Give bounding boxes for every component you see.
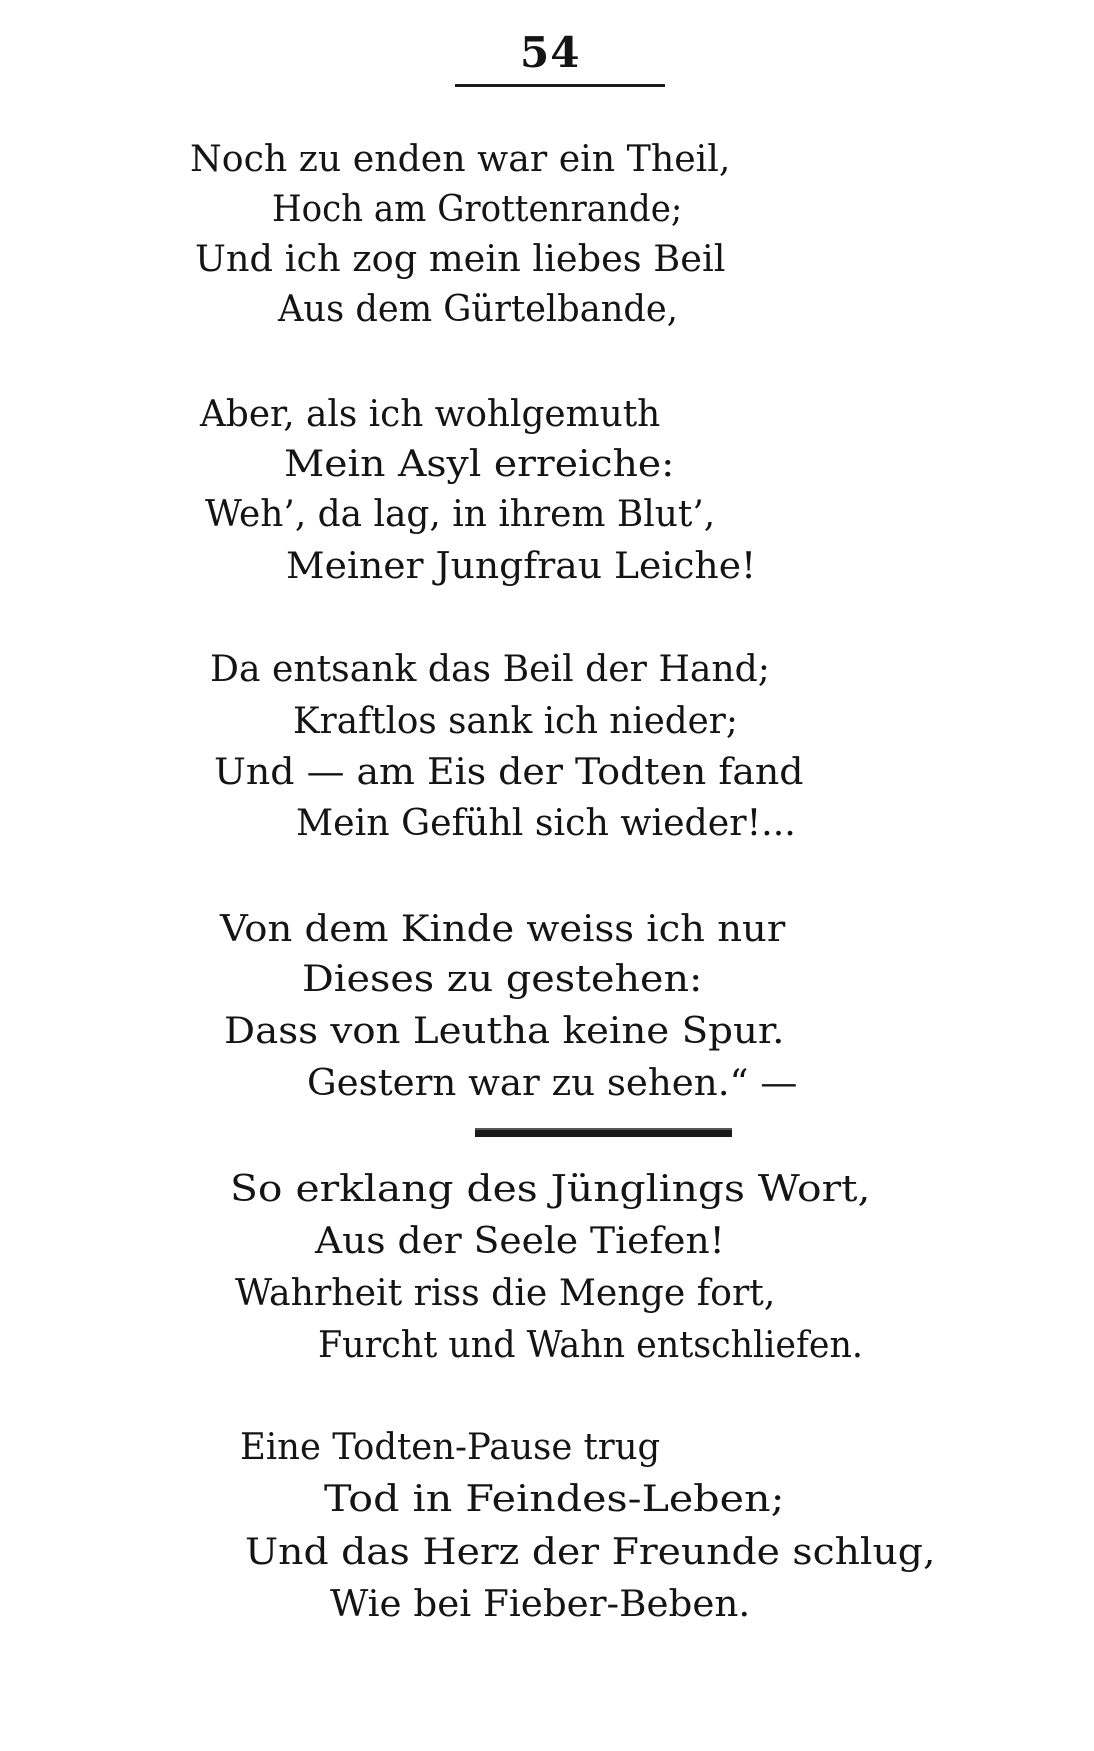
verse-line: Da entsank das Beil der Hand; (210, 649, 770, 690)
verse-line: Noch zu enden war ein Theil, (190, 139, 731, 180)
verse-line: Meiner Jungfrau Leiche! (286, 546, 757, 587)
verse-line: Furcht und Wahn entschliefen. (318, 1325, 864, 1366)
verse-line: Gestern war zu sehen.“ — (307, 1063, 798, 1104)
verse-line: Aus dem Gürtelbande, (278, 289, 678, 330)
verse-line: Wahrheit riss die Menge fort, (235, 1273, 776, 1314)
verse-line: Kraftlos sank ich nieder; (293, 701, 738, 742)
verse-line: Mein Gefühl sich wieder!... (296, 803, 796, 844)
verse-line: So erklang des Jünglings Wort, (230, 1169, 871, 1210)
verse-line: Tod in Feindes-Leben; (324, 1479, 785, 1520)
verse-line: Dieses zu gestehen: (302, 959, 703, 1000)
verse-line: Aber, als ich wohlgemuth (200, 394, 661, 435)
verse-line: Wie bei Fieber-Beben. (330, 1584, 751, 1625)
verse-line: Hoch am Grottenrande; (272, 189, 683, 230)
section-divider (475, 1128, 732, 1137)
verse-line: Und ich zog mein liebes Beil (195, 239, 726, 280)
verse-line: Eine Todten-Pause trug (240, 1427, 661, 1468)
verse-line: Weh’, da lag, in ihrem Blut’, (205, 494, 716, 535)
verse-line: Von dem Kinde weiss ich nur (220, 909, 786, 950)
verse-line: Dass von Leutha keine Spur. (224, 1011, 785, 1052)
verse-line: Mein Asyl erreiche: (284, 444, 675, 485)
verse-line: Und — am Eis der Todten fand (214, 752, 804, 793)
verse-line: Aus der Seele Tiefen! (315, 1221, 725, 1262)
page-number: 54 (520, 28, 581, 77)
header-rule (455, 84, 665, 87)
verse-line: Und das Herz der Freunde schlug, (245, 1532, 936, 1573)
